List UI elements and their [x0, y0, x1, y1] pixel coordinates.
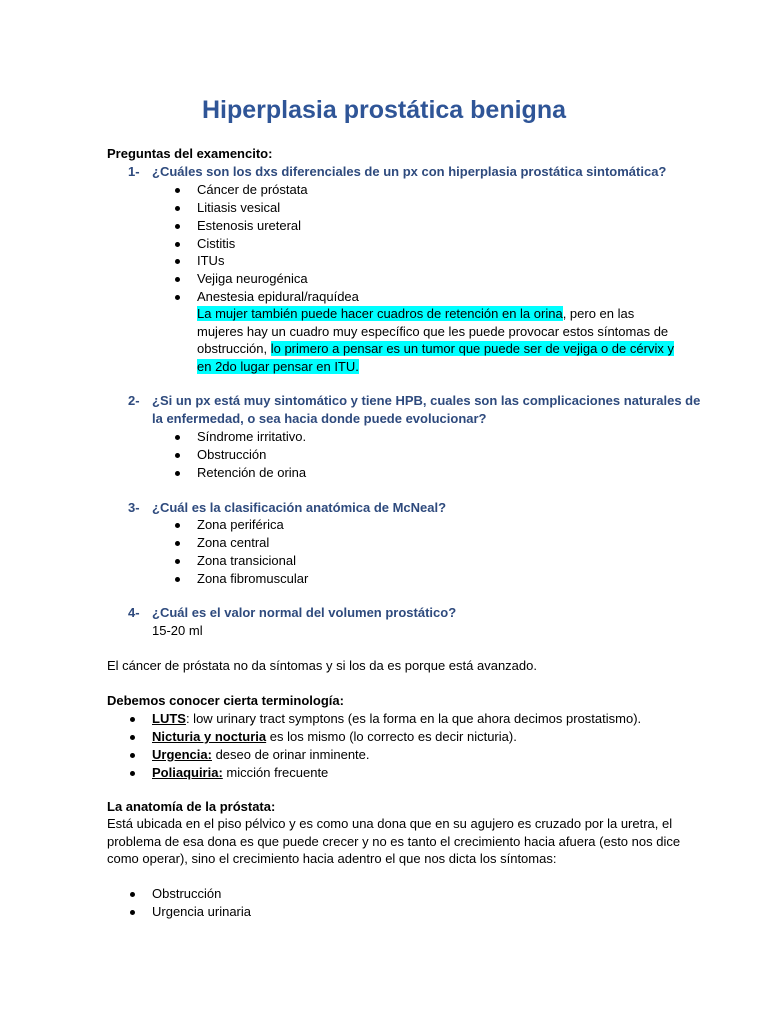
bullet-icon: [130, 910, 135, 915]
bullet-icon: [175, 541, 180, 546]
q1-text: ¿Cuáles son los dxs diferenciales de un px con hiperplasia prostática sintomática?: [152, 164, 667, 179]
bullet-icon: [130, 717, 135, 722]
anatomy-paragraph: Está ubicada en el piso pélvico y es como una dona que en su agujero es cruzado por la uretra, el problema de esa dona es que puede crecer y no es tanto el crecimiento hacia afuera (esto nos dice como operar), sino el crecimiento hacia adentro el que nos dicta los síntomas:: [107, 816, 681, 867]
q4-number: 4-: [128, 605, 140, 620]
bullet-icon: [130, 753, 135, 758]
bullet-icon: [175, 523, 180, 528]
bullet-icon: [175, 224, 180, 229]
cancer-note: El cáncer de próstata no da síntomas y si los da es porque está avanzado.: [107, 658, 537, 673]
highlight-text: en 2do lugar pensar en ITU.: [197, 358, 359, 374]
page-title: Hiperplasia prostática benigna: [202, 96, 566, 124]
q1-note: La mujer también puede hacer cuadros de retención en la orina, pero en las mujeres hay un cuadro muy específico que les puede provocar estos síntomas de obstrucción, lo primero a pensar es un tumor que puede ser de vejiga o de cérvix y en 2do lugar pensar en ITU.: [197, 306, 674, 374]
bullet-icon: [175, 188, 180, 193]
terminology-heading: Debemos conocer cierta terminología:: [107, 693, 344, 708]
q4-answer: 15-20 ml: [152, 623, 203, 638]
bullet-icon: [175, 206, 180, 211]
bullet-icon: [175, 559, 180, 564]
bullet-icon: [130, 735, 135, 740]
q1-number: 1-: [128, 164, 140, 179]
bullet-icon: [175, 577, 180, 582]
bullet-icon: [175, 453, 180, 458]
q2-text: ¿Si un px está muy sintomático y tiene HPB, cuales son las complicaciones naturales de la enfermedad, o sea hacia donde puede evolucionar?: [152, 393, 701, 426]
q3-number: 3-: [128, 500, 140, 515]
bullet-icon: [130, 892, 135, 897]
bullet-icon: [130, 771, 135, 776]
highlight-text: lo primero a pensar es un tumor que puede ser de vejiga o de cérvix y: [270, 341, 674, 357]
bullet-icon: [175, 435, 180, 440]
intro-heading: Preguntas del examencito:: [107, 146, 273, 161]
bullet-icon: [175, 277, 180, 282]
bullet-icon: [175, 259, 180, 264]
q3-text: ¿Cuál es la clasificación anatómica de McNeal?: [152, 500, 447, 515]
bullet-icon: [175, 242, 180, 247]
bullet-icon: [175, 295, 180, 300]
anatomy-heading: La anatomía de la próstata:: [107, 799, 276, 814]
q4-text: ¿Cuál es el valor normal del volumen prostático?: [152, 605, 457, 620]
q2-number: 2-: [128, 393, 140, 408]
document-page: Hiperplasia prostática benigna Preguntas del examencito: 1- ¿Cuáles son los dxs diferenciales de un px con hiperplasia prostática sintomática? Cáncer de próstata Litiasis vesical Estenosis ureteral Cistitis ITUs Vejiga neurogénica Anestesia epidural/raquídea La mujer también puede hacer cuadros de retención en la orina, pero en las mujeres hay un cuadro muy específico que les puede provocar estos síntomas de obstrucción, lo primero a pensar es un tumor que puede ser de vejiga o de cérvix y en 2do lugar pensar en ITU. 2- ¿Si un px está muy sintomático y tiene HPB, cuales son las complicaciones naturales de la enfermedad, o sea hacia donde puede evolucionar? Síndrome irritativo. Obstrucción Retención de orina 3- ¿Cuál es la clasificación anatómica de McNeal? Zona periférica Zona central Zona transicional Zona fibromuscular 4- ¿Cuál es el valor normal del volumen prostático? 15-20 ml El cáncer de próstata no da síntomas y si los da es porque está avanzado. Debemos conocer cierta terminología: LUTS: low urinary tract symptons (es la forma en la que ahora decimos prostatismo). Nicturia y nocturia es los mismo (lo correcto es decir nicturia). Urgencia: deseo de orinar inminente. Poliaquiria: micción frecuente La anatomía de la próstata: Está ubicada en el piso pélvico y es como una dona que en su agujero es cruzado por la uretra, el problema de esa dona es que puede crecer y no es tanto el crecimiento hacia afuera (esto nos dice como operar), sino el crecimiento hacia adentro el que nos dicta los síntomas: Obstrucción Urgencia urinaria: [0, 0, 768, 1024]
highlight-text: La mujer también puede hacer cuadros de retención en la orina: [197, 306, 563, 321]
bullet-icon: [175, 471, 180, 476]
